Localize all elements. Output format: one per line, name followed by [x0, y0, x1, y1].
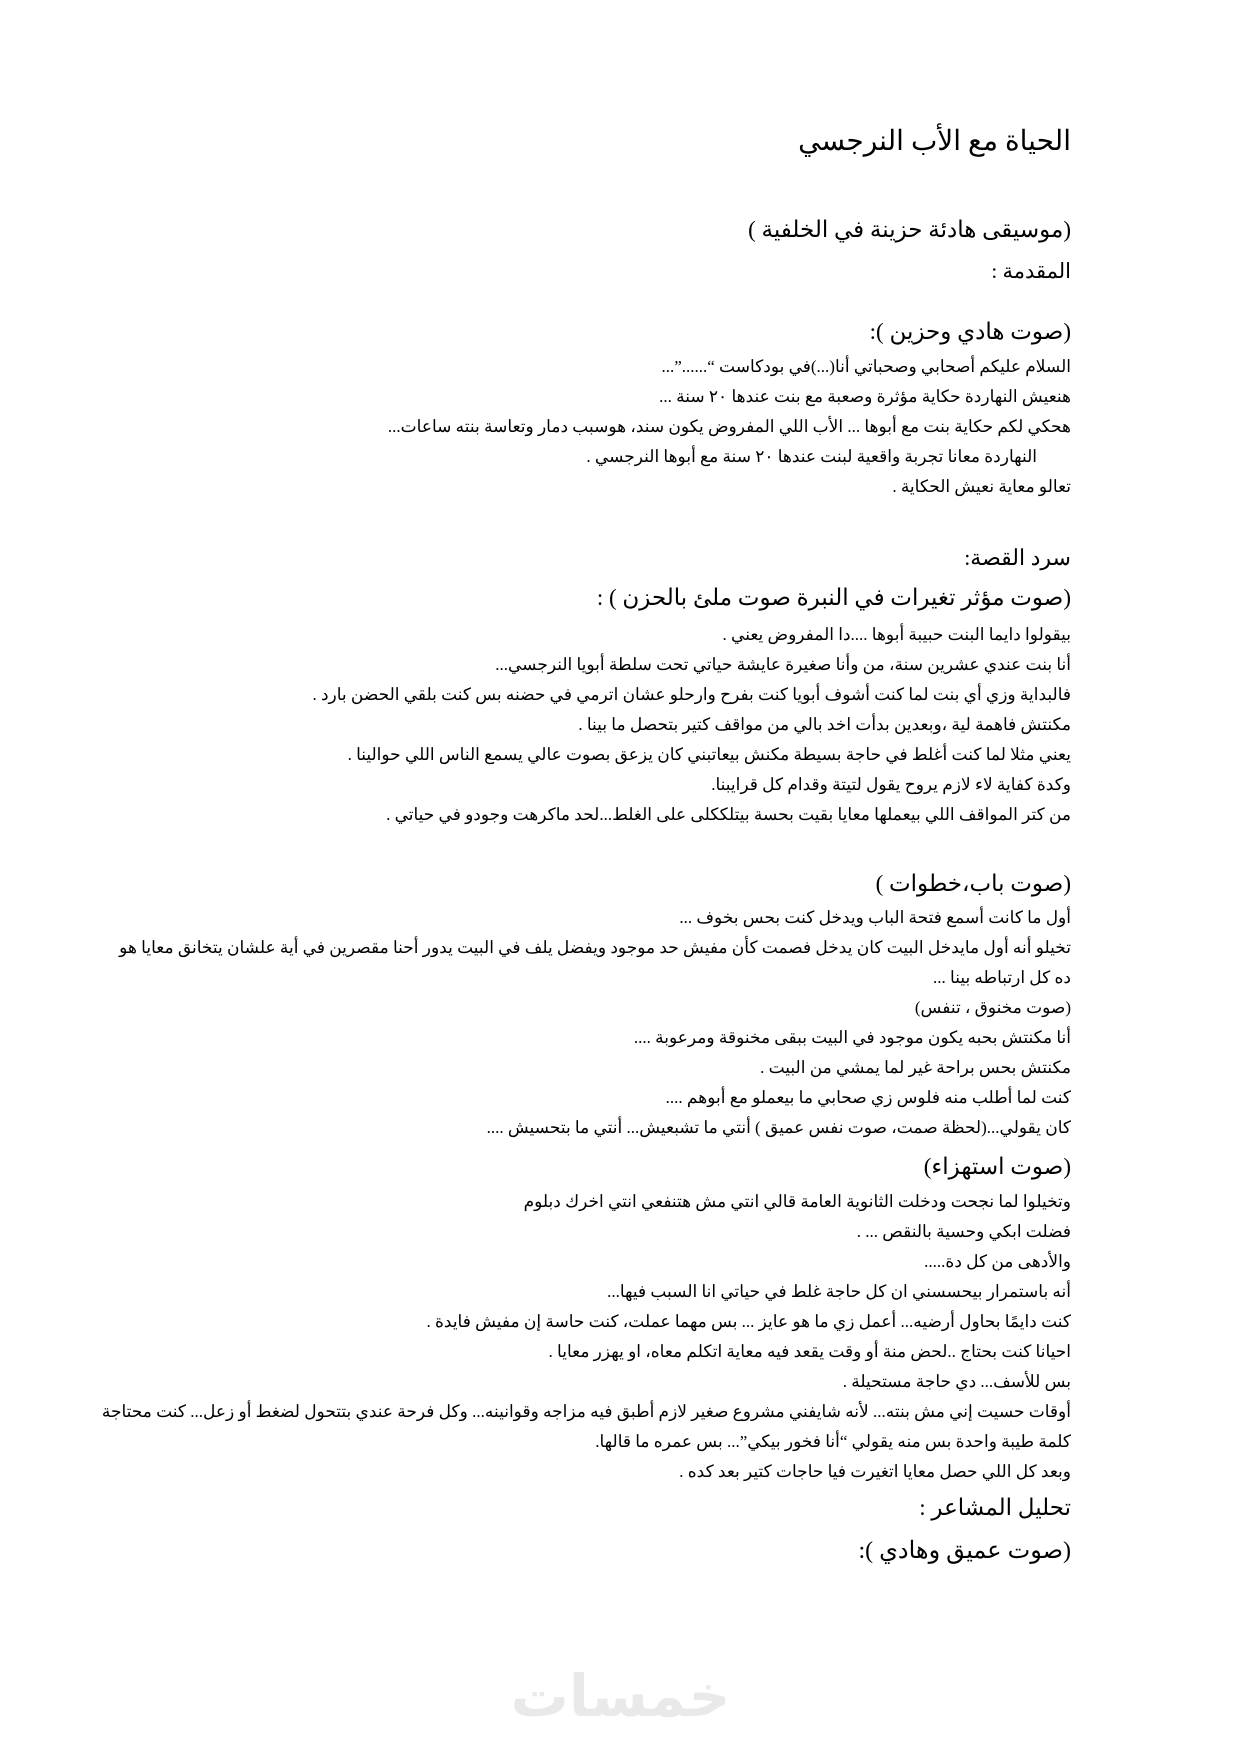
script-line: فضلت ابكي وحسية بالنقص ... . [856, 1222, 1071, 1241]
script-line: النهاردة معانا تجربة واقعية لبنت عندها ٢٠ سنة مع أبوها النرجسي . [586, 447, 1037, 466]
script-line: وكدة كفاية لاء لازم يروح يقول لتيتة وقدام كل قرايبنا. [711, 775, 1071, 794]
script-line: تعالو معاية نعيش الحكاية . [892, 477, 1071, 496]
script-line: يعني مثلا لما كنت أغلط في حاجة بسيطة مكنش بيعاتبني كان يزعق بصوت عالي يسمع الناس اللي حوالينا . [347, 745, 1071, 764]
khamsat-watermark-logo: خمسات [510, 1662, 731, 1730]
page-title: الحياة مع الأب النرجسي [798, 126, 1071, 157]
script-line: (صوت مخنوق ، تنفس) [914, 998, 1071, 1017]
script-line: احيانا كنت بحتاج ..لحض منة أو وقت يقعد فيه معاية اتكلم معاه، او يهزر معايا . [548, 1342, 1071, 1361]
story-voice-cue: (صوت مؤثر تغيرات في النبرة صوت ملئ بالحزن ) : [596, 585, 1071, 610]
script-line: تخيلو أنه أول مايدخل البيت كان يدخل فصمت كأن مفيش حد موجود ويفضل يلف في البيت يدور أحنا مقصرين في أية علشان يتخانق معايا هو ده كل ارتباطه بينا ... [119, 938, 1071, 987]
door-sound-cue: (صوت باب،خطوات ) [875, 871, 1071, 896]
script-line: أنا بنت عندي عشرين سنة، من وأنا صغيرة عايشة حياتي تحت سلطة أبويا النرجسي... [495, 655, 1071, 674]
script-line: مكنتش بحس براحة غير لما يمشي من البيت . [760, 1058, 1071, 1077]
analysis-heading: تحليل المشاعر : [919, 1495, 1071, 1520]
script-line: أوقات حسيت إني مش بنته... لأنه شايفني مشروع صغير لازم أطبق فيه مزاجه وقوانينه... وكل فرحة عندي بتتحول لضغط أو زعل... كنت محتاجة كلمة طيبة واحدة بس منه يقولي “أنا فخور بيكي”... بس عمره ما قالها. [101, 1402, 1071, 1451]
intro-heading: المقدمة : [991, 259, 1071, 283]
script-line: والأدهى من كل دة..... [924, 1252, 1071, 1271]
script-line: هحكي لكم حكاية بنت مع أبوها ... الأب اللي المفروض يكون سند، هوسبب دمار وتعاسة بنته ساعات... [387, 417, 1071, 436]
intro-voice-cue: (صوت هادي وحزين ): [869, 319, 1071, 344]
script-line: بيقولوا دايما البنت حبيبة أبوها ....دا المفروض يعني . [722, 625, 1071, 644]
script-line: فالبداية وزي أي بنت لما كنت أشوف أبويا كنت بفرح وارحلو عشان اترمي في حضنه بس كنت بلقي الحضن بارد . [312, 685, 1071, 704]
script-line: أول ما كانت أسمع فتحة الباب ويدخل كنت بحس بخوف ... [679, 908, 1071, 927]
story-heading: سرد القصة: [964, 545, 1071, 570]
script-line: من كتر المواقف اللي بيعملها معايا بقيت بحسة بيتلككلى على الغلط...لحد ماكرهت وجودو في حياتي . [386, 805, 1071, 824]
script-line: كان يقولي...(لحظة صمت، صوت نفس عميق ) أنتي ما تشبعيش... أنتي ما بتحسيش .... [486, 1118, 1071, 1137]
script-line: وبعد كل اللي حصل معايا اتغيرت فيا حاجات كتير بعد كده . [679, 1462, 1071, 1481]
analysis-voice-cue: (صوت عميق وهادي ): [858, 1538, 1071, 1564]
script-line: أنه باستمرار بيحسسني ان كل حاجة غلط في حياتي انا السبب فيها... [607, 1282, 1071, 1301]
script-line: هنعيش النهاردة حكاية مؤثرة وصعبة مع بنت عندها ٢٠ سنة ... [659, 387, 1071, 406]
script-line: أنا مكنتش بحبه يكون موجود في البيت ببقى مخنوقة ومرعوبة .... [633, 1028, 1071, 1047]
script-line: السلام عليكم أصحابي وصحباتي أنا(...)في بودكاست “......”... [661, 357, 1071, 376]
script-line: كنت لما أطلب منه فلوس زي صحابي ما بيعملو مع أبوهم .... [665, 1088, 1071, 1107]
script-line: بس للأسف... دي حاجة مستحيلة . [842, 1372, 1071, 1391]
script-line: مكنتش فاهمة لية ،وبعدين بدأت اخد بالي من مواقف كتير بتحصل ما بينا . [578, 715, 1071, 734]
intro-music-cue: (موسيقى هادئة حزينة في الخلفية ) [748, 217, 1071, 242]
script-line: كنت دايمًا بحاول أرضيه... أعمل زي ما هو عايز ... بس مهما عملت، كنت حاسة إن مفيش فايدة . [426, 1312, 1071, 1331]
script-line: وتخيلوا لما نجحت ودخلت الثانوية العامة قالي انتي مش هتنفعي انتي اخرك دبلوم [523, 1192, 1071, 1211]
mockery-sound-cue: (صوت استهزاء) [923, 1154, 1071, 1179]
